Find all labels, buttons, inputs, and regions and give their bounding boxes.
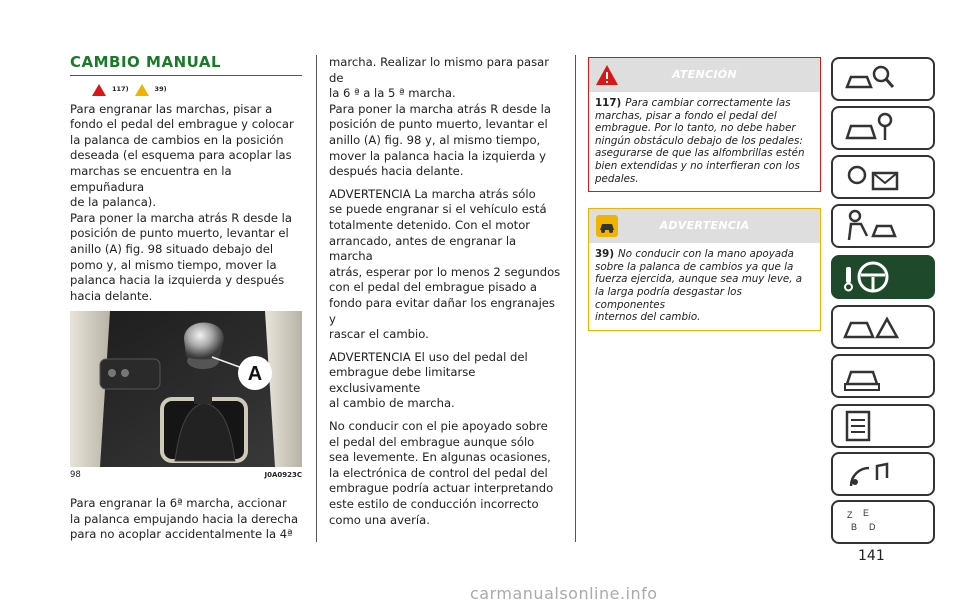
tab-multimedia[interactable]	[831, 452, 935, 496]
warning-box	[588, 208, 821, 331]
tab-index[interactable]	[831, 500, 935, 544]
paragraph-advertencia-clutch: ADVERTENCIA El uso del pedal del embrague debe limitarse exclusivamente al cambio de marcha.	[329, 349, 528, 411]
paragraph-advertencia-reverse: ADVERTENCIA La marcha atrás sólo se puede engranar si el vehículo está totalmente detenido. Con el motor arrancado, antes de engranar la marcha atrás, esperar por lo menos 2 segundos con el pedal del embrague pisado a fondo para evitar dañar los engranajes y rascar el cambio.	[329, 186, 561, 342]
gear-lever-photo	[70, 311, 302, 467]
ref-39[interactable]: 39)	[154, 84, 167, 93]
tab-car-info[interactable]	[831, 57, 935, 101]
column-1	[70, 55, 302, 550]
paragraph-reverse: marcha. Realizar lo mismo para pasar de la 6 ª a la 5 ª marcha. Para poner la marcha atrás R desde la posición de punto muerto, levantar el anillo (A) fig. 98 y, al mismo tiempo, mover la palanca hacia la izquierda y después hacia delante.	[329, 55, 551, 179]
warning-box-header	[589, 209, 820, 243]
attention-triangle-icon	[595, 63, 619, 87]
tab-warning-lights[interactable]	[831, 155, 935, 199]
attention-number: 117)	[595, 97, 622, 109]
alphabetical-index-icon	[833, 502, 933, 542]
column-2	[329, 55, 561, 535]
ref-117[interactable]: 117)	[112, 84, 129, 93]
warning-body	[589, 243, 820, 330]
tab-maintenance[interactable]	[831, 354, 935, 398]
svg-text:D: D	[869, 522, 876, 532]
seat-belt-safety-icon	[833, 206, 933, 246]
maintenance-car-icon	[833, 356, 933, 396]
svg-text:Z: Z	[847, 510, 853, 520]
tab-safety[interactable]	[831, 204, 935, 248]
column-3	[588, 57, 821, 347]
column-divider	[575, 55, 576, 542]
tab-driving[interactable]	[831, 255, 935, 299]
section-title: CAMBIO MANUAL	[70, 55, 302, 76]
warning-triangle-icon	[135, 84, 149, 96]
warning-lights-icon	[833, 157, 933, 197]
paragraph-engage-gears: Para engranar las marchas, pisar a fondo el pedal del embrague y colocar la palanca de cambios en la posición deseada (el esquema para acoplar las marchas se encuentra en la empuñadura de la palanca). Para poner la marcha atrás R desde la posición de punto muerto, levantar el anillo (A) fig. 98 situado debajo del pomo y, al mismo tiempo, mover la palanca hacia la izquierda y después hacia delante.	[70, 101, 294, 303]
figure-caption	[70, 468, 302, 484]
steering-wheel-icon	[833, 257, 933, 297]
callout-label: A	[247, 363, 263, 386]
svg-text:B: B	[851, 522, 858, 532]
multimedia-icon	[833, 454, 933, 494]
gear-lever-illustration	[70, 311, 302, 467]
tab-technical-data[interactable]	[831, 404, 935, 448]
warning-number: 39)	[595, 248, 615, 261]
references	[92, 82, 302, 98]
figure-code: J0A0923C	[264, 471, 302, 480]
figure-number: 98	[70, 470, 81, 481]
paragraph-foot-on-clutch: No conducir con el pie apoyado sobre el pedal del embrague aunque sólo sea levemente. En algunas ocasiones, la electrónica de control del pedal del embrague podría actuar interpretando este estilo de conducción incorrecto como una avería.	[329, 419, 554, 527]
svg-text:E: E	[863, 508, 870, 518]
column-divider	[316, 55, 317, 542]
car-key-icon	[833, 108, 933, 148]
watermark: carmanualsonline.info	[470, 584, 658, 603]
warning-text: No conducir con la mano apoyada sobre la palanca de cambios ya que la fuerza ejercida, aunque sea muy leve, a la larga podría desgastar los componentes internos del cambio.	[595, 248, 803, 324]
tab-car-key[interactable]	[831, 106, 935, 150]
attention-triangle-icon	[92, 84, 106, 96]
attention-body	[589, 92, 820, 191]
car-warning-icon	[595, 214, 619, 238]
technical-data-icon	[833, 406, 933, 446]
tab-emergency[interactable]	[831, 305, 935, 349]
attention-text: Para cambiar correctamente las marchas, pisar a fondo el pedal del embrague. Por lo tanto, no debe haber ningún obstáculo debajo de los pedales: asegurarse de que las alfombrillas estén bien extendidas y no interfieran con los pedales.	[595, 97, 805, 185]
paragraph-sixth-gear: Para engranar la 6ª marcha, accionar la palanca empujando hacia la derecha para no acoplar accidentalmente la 4ª	[70, 495, 299, 542]
emergency-icon	[833, 307, 933, 347]
attention-title: ATENCIÓN	[672, 68, 737, 82]
attention-box	[588, 57, 821, 192]
warning-title: ADVERTENCIA	[659, 219, 750, 233]
car-info-icon	[833, 59, 933, 99]
page-number: 141	[858, 548, 885, 564]
attention-box-header	[589, 58, 820, 92]
